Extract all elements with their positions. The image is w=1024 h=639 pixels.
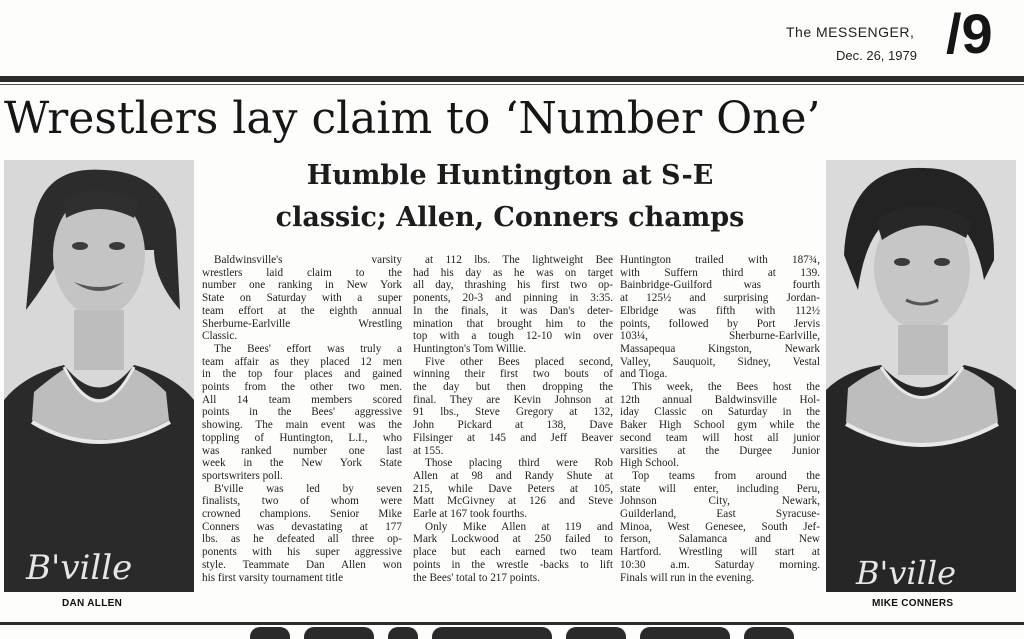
article-text-line: iday Classic on Saturday in the [620,406,820,419]
article-text-line: at 112 lbs. The lightweight Bee [425,254,613,266]
article-text-line: 12th annual Baldwinsville Hol- [620,393,820,406]
bottom-rule [0,622,1024,625]
article-text-line: points, followed by Port Jervis [620,317,820,330]
article-text-line: Massapequa Kingston, Newark [620,342,820,355]
article-text-line: Sherburne-Earlville Wrestling [202,317,402,330]
article-text-line: Matt McGivney at 126 and Steve [413,495,613,508]
article-text-line: had his day as he was on target [413,266,613,279]
article-text-line: second team will host all junior [620,431,820,444]
article-text-line: varsities at the Durgee Junior [620,444,820,457]
article-text-line: Valley, Sauquoit, Sidney, Vestal [620,355,820,368]
article-text-line: Five other Bees placed second, [425,355,613,368]
article-text-line: Baldwinsville's varsity [214,254,402,266]
article-text-line: style. Teammate Dan Allen won [202,558,402,571]
article-text-line: wrestlers laid claim to the [202,266,402,279]
article-headline: Wrestlers lay claim to ‘Number One’ [4,93,821,144]
article-text-line: In the finals, it was Dan's deter- [413,304,613,317]
article-text-line: finalists, two of whom were [202,495,402,508]
article-text-line: State on Saturday with a super [202,292,402,305]
jersey-lettering: B'ville [26,548,133,588]
article-text-line: This week, the Bees host the [632,381,820,394]
article-text-line: in the top four places and gained [202,368,402,381]
article-text-line: Only Mike Allen at 119 and [425,520,613,533]
article-text-line: The Bees' effort was truly a [214,342,402,355]
article-text-line: crowned champions. Senior Mike [202,508,402,521]
article-text-line: final. They are Kevin Johnson at [413,393,613,406]
article-text-line: Baker High School gym while the [620,419,820,432]
article-text-line: points from the other two men. [202,381,402,394]
article-text-line: 10:30 a.m. Saturday morning. [620,558,820,571]
photo-dan-allen [4,160,194,592]
article-text-line: Filsinger at 145 and Jeff Beaver [413,431,613,444]
article-text-line: showing. The main event was the [202,419,402,432]
masthead-rule-thin [0,84,1024,85]
article-text-line: top with a tough 12-10 win over [413,330,613,343]
article-text-line: Elbridge was fifth with 112½ [620,304,820,317]
photo-caption-right: MIKE CONNERS [872,598,954,609]
article-column-3 [620,254,820,584]
article-text-line: Huntington's Tom Willie. [413,342,527,355]
article-text-line: place but each earned two team [413,546,613,559]
article-text-line: Huntington trailed with 187¾, [620,254,820,266]
article-text-line: 103¼, Sherburne-Earlville, [620,330,820,343]
article-text-line: his first varsity tournament title [202,571,344,584]
article-text-line: team affair as they placed 12 men [202,355,402,368]
article-text-line: sportswriters poll. [202,469,283,482]
article-text-line: team effort at the eighth annual [202,304,402,317]
article-text-line: winning their first two bouts of [413,368,613,381]
article-text-line: Top teams from around the [632,469,820,482]
article-text-line: Minoa, West Genesee, South Jef- [620,520,820,533]
article-text-line: ponents with his super aggressive [202,546,402,559]
article-text-line: Hartford. Wrestling will start at [620,546,820,559]
article-text-line: state will enter, including Peru, [620,482,820,495]
article-text-line: Bainbridge-Guilford was fourth [620,279,820,292]
article-text-line: Conners was devastating at 177 [202,520,402,533]
photo-caption-left: DAN ALLEN [62,598,123,609]
article-text-line: the day but then dropping the [413,381,613,394]
article-text-line: High School. [620,457,680,470]
article-text-line: number one ranking in New York [202,279,402,292]
article-column-1 [202,254,402,584]
article-text-line: Those placing third were Rob [425,457,613,470]
article-text-line: Guilderland, East Syracuse- [620,508,820,521]
article-text-line: John Pickard at 138, Dave [413,419,613,432]
article-text-line: ferson, Salamanca and New [620,533,820,546]
jersey-lettering: B'ville [856,554,957,592]
article-text-line: toppling of Huntington, L.I., who [202,431,402,444]
article-subhead-line-2: classic; Allen, Conners champs [275,202,745,233]
article-text-line: all day, thrashing his first two op- [413,279,613,292]
article-text-line: Johnson City, Newark, [620,495,820,508]
next-article-headline-fragment [250,627,950,639]
article-text-line: was ranked number one last [202,444,402,457]
article-text-line: lbs. as he defeated all three op- [202,533,402,546]
article-text-line: and Tioga. [620,368,668,381]
article-text-line: Classic. [202,330,238,343]
article-text-line: All 14 team members scored [202,393,402,406]
newspaper-name: The MESSENGER, [786,24,915,40]
issue-date: Dec. 26, 1979 [836,48,917,63]
article-text-line: at 125½ and surprising Jordan- [620,292,820,305]
article-text-line: points in the Bees' aggressive [202,406,402,419]
article-text-line: week in the New York State [202,457,402,470]
article-text-line: at 155. [413,444,444,457]
masthead-rule [0,76,1024,82]
article-text-line: 215, while Dave Peters at 105, [413,482,613,495]
photo-mike-conners [826,160,1016,592]
article-text-line: mination that brought him to the [413,317,613,330]
article-text-line: with Suffern third at 139. [620,266,820,279]
article-text-line: Mark Lockwood at 250 failed to [413,533,613,546]
article-text-line: 91 lbs., Steve Gregory at 132, [413,406,613,419]
page-number: /9 [946,2,993,65]
article-text-line: Finals will run in the evening. [620,571,755,584]
article-text-line: Allen at 98 and Randy Shute at [413,469,613,482]
article-text-line: the Bees' total to 217 points. [413,571,540,584]
article-text-line: B'ville was led by seven [214,482,402,495]
article-text-line: Earle at 167 took fourths. [413,508,528,521]
article-subhead-line-1: Humble Huntington at S-E [306,160,714,191]
article-column-2 [413,254,613,584]
article-text-line: ponents, 20-3 and pinning in 3:35. [413,292,613,305]
article-text-line: points in the wrestle -backs to lift [413,558,613,571]
